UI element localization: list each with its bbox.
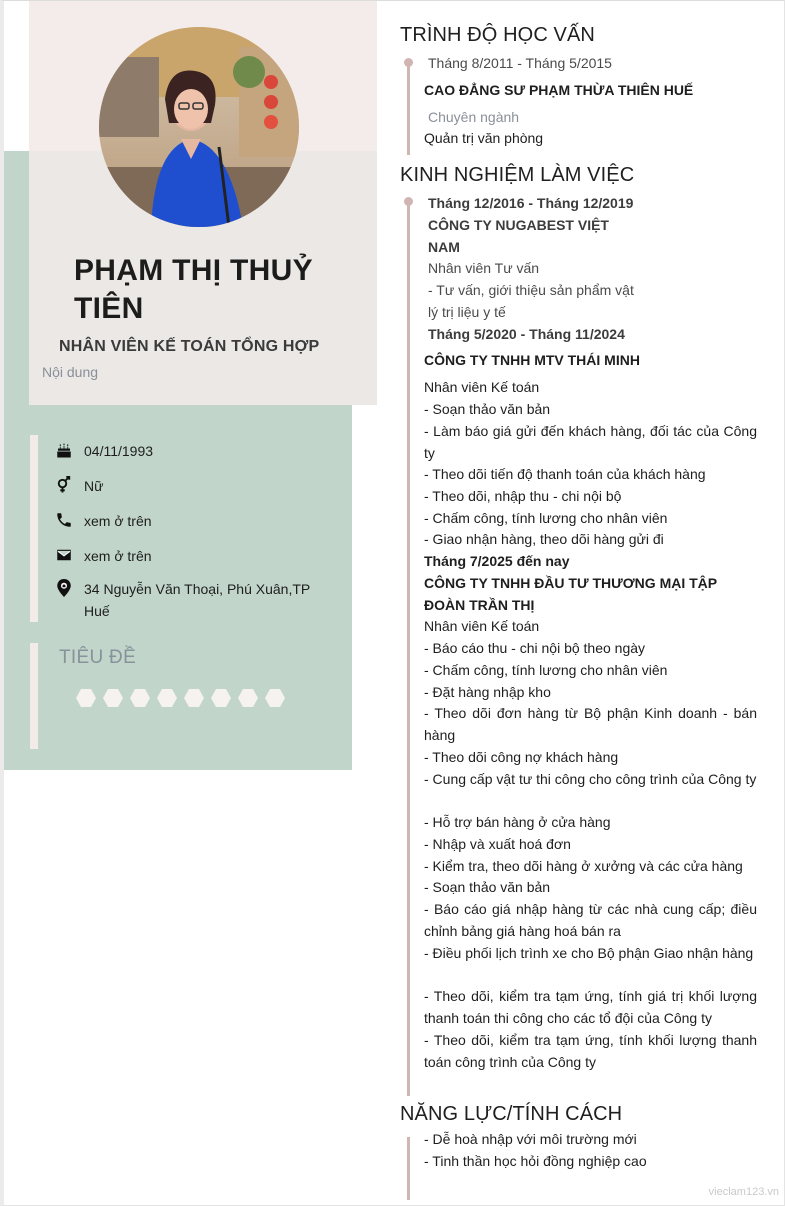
avatar [99,27,299,227]
job3-task: - Theo dõi, kiểm tra tạm ứng, tính giá trị khối lượng thanh toán thi công cho các tổ đội của Công ty [424,988,757,1026]
job1-company-line1: CÔNG TY NUGABEST VIỆT [428,217,609,233]
rating-hexagon [265,689,285,707]
address-text: 34 Nguyễn Văn Thoại, Phú Xuân,TP Huế [84,581,310,619]
job3-task: - Kiểm tra, theo dõi hàng ở xưởng và các cửa hàng [424,858,743,874]
email-text: xem ở trên [84,548,152,564]
rating-hexagon [211,689,231,707]
education-timeline [407,62,410,155]
job3-period: Tháng 7/2025 đến nay [424,553,570,569]
rating-hexagon [184,689,204,707]
job3-company: CÔNG TY TNHH ĐẦU TƯ THƯƠNG MẠI TẬP ĐOÀN TRẦN THỊ [424,575,717,613]
job2-position: Nhân viên Kế toán [424,379,540,395]
rating-hexagon [238,689,258,707]
competency-item: - Dễ hoà nhập với môi trường mới [424,1131,637,1147]
phone-text: xem ở trên [84,513,152,529]
competency-item: - Tinh thần học hỏi đồng nghiệp cao [424,1153,647,1169]
skills-accent-bar [30,643,38,749]
school-name: CAO ĐẲNG SƯ PHẠM THỪA THIÊN HUẾ [424,82,694,98]
job2-task: - Theo dõi tiến độ thanh toán của khách hàng [424,466,706,482]
watermark: vieclam123.vn [708,1186,779,1198]
education-period: Tháng 8/2011 - Tháng 5/2015 [428,55,612,71]
experience-timeline [407,201,410,1096]
job1-company-line2: NAM [428,239,460,255]
timeline-dot [404,197,413,206]
job2-task: - Theo dõi, nhập thu - chi nội bộ [424,488,622,504]
job2-period: Tháng 5/2020 - Tháng 11/2024 [428,326,625,342]
job1-desc-line1: - Tư vấn, giới thiệu sản phẩm vật [428,282,634,298]
location-pin-icon [54,578,74,598]
job3-task: - Báo cáo thu - chi nội bộ theo ngày [424,640,646,656]
job1-desc-line2: lý trị liệu y tế [428,304,506,320]
rating-hexagon [76,689,96,707]
birthday-text: 04/11/1993 [84,443,154,459]
job3-task: - Theo dõi đơn hàng từ Bộ phận Kinh doanh - bán hàng [424,705,757,743]
rating-hexagon [157,689,177,707]
content-placeholder: Nội dung [42,364,99,380]
skills-title: TIÊU ĐỀ [59,647,137,668]
job3-task: - Soạn thảo văn bản [424,879,551,895]
birthday-cake-icon [54,440,74,460]
major-value: Quản trị văn phòng [424,130,544,146]
job1-period: Tháng 12/2016 - Tháng 12/2019 [428,195,634,211]
job3-task: - Cung cấp vật tư thi công cho công trình của Công ty [424,771,757,787]
job2-company: CÔNG TY TNHH MTV THÁI MINH [424,352,640,368]
competencies-title: NĂNG LỰC/TÍNH CÁCH [400,1103,623,1125]
job3-position: Nhân viên Kế toán [424,618,540,634]
job3-task: - Chấm công, tính lương cho nhân viên [424,662,668,678]
competencies-timeline [407,1137,410,1200]
job-title: NHÂN VIÊN KẾ TOÁN TỔNG HỢP [59,338,320,355]
job3-task: - Theo dõi công nợ khách hàng [424,749,619,765]
gender-icon [54,475,74,495]
candidate-name: PHẠM THỊ THUỶ TIÊN [74,254,313,325]
experience-title: KINH NGHIỆM LÀM VIỆC [400,164,635,186]
rating-hexagon [130,689,150,707]
rating-hexagon [103,689,123,707]
info-accent-bar [30,435,38,622]
email-row [54,545,324,567]
job2-task: - Chấm công, tính lương cho nhân viên [424,510,668,526]
job3-task: - Theo dõi, kiểm tra tạm ứng, tính khối lượng thanh toán công trình của Công ty [424,1032,757,1070]
address-row [54,578,324,622]
job3-task: - Báo cáo giá nhập hàng từ các nhà cung cấp; điều chỉnh bảng giá hàng hoá bán ra [424,901,757,939]
birthday-row [54,440,324,462]
gender-text: Nữ [84,478,104,494]
job2-task: - Soạn thảo văn bản [424,401,551,417]
job3-task: - Nhập và xuất hoá đơn [424,836,571,852]
timeline-dot [404,58,413,67]
gender-row [54,475,324,497]
email-icon [54,545,74,565]
major-label: Chuyên ngành [428,109,520,125]
job2-task: - Làm báo giá gửi đến khách hàng, đối tác của Công ty [424,423,757,461]
job3-task: - Đặt hàng nhập kho [424,684,551,700]
job1-position: Nhân viên Tư vấn [428,260,540,276]
job3-task: - Hỗ trợ bán hàng ở cửa hàng [424,814,611,830]
job3-task: - Điều phối lịch trình xe cho Bộ phận Giao nhận hàng [424,945,754,961]
job2-task: - Giao nhận hàng, theo dõi hàng gửi đi [424,531,664,547]
education-title: TRÌNH ĐỘ HỌC VẤN [400,24,595,46]
phone-row [54,510,324,532]
skill-rating [76,689,292,707]
phone-icon [54,510,74,530]
